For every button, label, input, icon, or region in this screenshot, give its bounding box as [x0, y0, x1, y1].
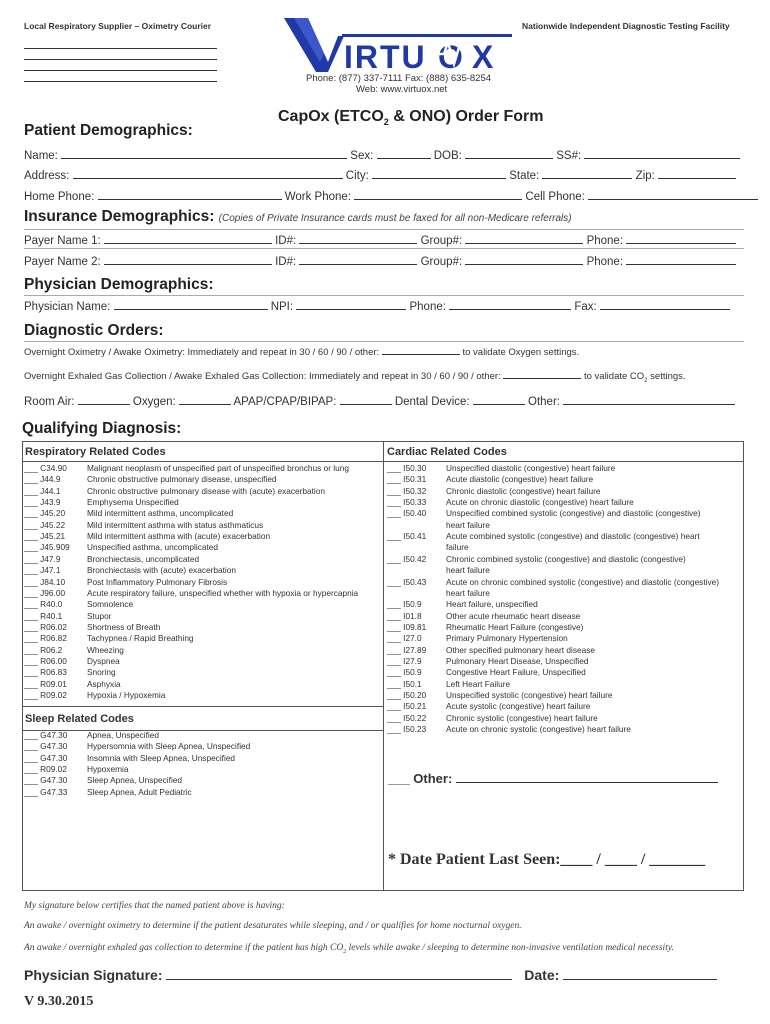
name-field[interactable]	[61, 148, 347, 159]
form-title: CapOx ($ETCO_2$ & ONO) Order Form	[278, 108, 544, 128]
code-row[interactable]	[24, 753, 235, 763]
code-number: ___ J45.22	[24, 519, 66, 530]
zip-field[interactable]	[658, 168, 736, 179]
code-row[interactable]	[387, 486, 601, 496]
code-row[interactable]	[387, 633, 568, 643]
code-description: Tachypnea / Rapid Breathing	[87, 633, 194, 644]
code-row[interactable]	[387, 690, 612, 700]
code-description: Sleep Apnea, Adult Pediatric	[87, 786, 192, 797]
dob-field[interactable]	[465, 148, 553, 159]
payer2-field[interactable]	[104, 254, 272, 265]
code-row[interactable]	[24, 463, 349, 473]
code-number: ___ R09.02	[24, 690, 67, 700]
patient-row-3: Home Phone: Work Phone: Cell Phone:	[24, 189, 758, 203]
code-description: Bronchiectasis with (acute) exacerbation	[87, 565, 236, 576]
resp-title-rule	[22, 461, 383, 462]
code-description: Acute on chronic systolic (congestive) heart failure	[446, 724, 631, 735]
cardiac-title: Cardiac Related Codes	[387, 446, 507, 458]
code-description: Bronchiectasis, uncomplicated	[87, 553, 200, 564]
code-row[interactable]	[24, 764, 129, 774]
code-number: ___ I50.22	[387, 712, 427, 723]
version-label: V 9.30.2015	[24, 994, 94, 1009]
sleep-divider	[22, 706, 383, 707]
code-number: ___ I50.31	[387, 474, 427, 485]
resp-title: Respiratory Related Codes	[25, 446, 166, 458]
code-description: Unspecified systolic (congestive) heart failure	[446, 690, 613, 700]
code-number: ___ I50.33	[387, 497, 427, 508]
svg-text:X: X	[472, 39, 494, 72]
gas-statement: An awake / overnight exhaled gas collection to determine if the patient has high $CO_2$ levels while awake / sleeping to determine non-invasive ventilation medical necessity.	[24, 943, 674, 955]
facility-caption: Nationwide Independent Diagnostic Testing Facility	[522, 21, 730, 31]
date-last-seen[interactable]: * Date Patient Last Seen:____ / ____ / _______	[388, 851, 706, 868]
physician-phone-field[interactable]	[449, 299, 571, 310]
code-row[interactable]	[24, 599, 133, 609]
code-row[interactable]	[387, 667, 586, 677]
payer1-field[interactable]	[104, 233, 272, 244]
payer1-group-field[interactable]	[465, 233, 583, 244]
code-description: Acute systolic (congestive) heart failure	[446, 701, 591, 712]
code-row[interactable]	[387, 474, 593, 484]
code-number: ___ R40.1	[24, 610, 63, 621]
code-row[interactable]	[24, 588, 358, 598]
code-number: ___ I27.89	[387, 644, 427, 655]
code-number: ___ R06.82	[24, 633, 67, 644]
code-description-continued: heart failure	[446, 587, 490, 598]
code-row[interactable]	[24, 474, 277, 484]
gas-other-field[interactable]	[503, 370, 581, 379]
order-oximetry: Overnight Oximetry / Awake Oximetry: Immediately and repeat in 30 / 60 / 90 / other: to validate Oxygen settings.	[24, 347, 580, 358]
oximetry-statement: An awake / overnight oximetry to determine if the patient desaturates while sleeping, and / or qualifies for home nocturnal oxygen.	[24, 921, 522, 931]
code-number: ___ R06.02	[24, 621, 67, 632]
code-number: ___ I50.21	[387, 701, 427, 712]
code-number: ___ I50.43	[387, 576, 427, 587]
code-number: ___ G47.30	[24, 741, 68, 752]
order-settings-row: Room Air: Oxygen: APAP/CPAP/BIPAP: Dental Device: Other:	[24, 394, 735, 408]
code-row[interactable]	[387, 622, 583, 632]
diagnosis-heading: Qualifying Diagnosis:	[22, 420, 182, 437]
code-number: ___ J96.00	[24, 587, 66, 598]
code-row[interactable]	[387, 724, 631, 734]
code-description: Apnea, Unspecified	[87, 730, 159, 740]
code-row[interactable]	[24, 645, 124, 655]
orders-divider	[24, 341, 744, 342]
code-row[interactable]	[387, 531, 700, 541]
code-description: Hypersomnia with Sleep Apnea, Unspecified	[87, 741, 251, 752]
code-row[interactable]	[24, 730, 159, 740]
code-number: ___ I50.20	[387, 690, 427, 700]
code-number: ___ G47.30	[24, 730, 68, 740]
oxygen-field[interactable]	[179, 394, 231, 405]
code-description: Hypoxia / Hypoxemia	[87, 690, 166, 700]
code-description: Sleep Apnea, Unspecified	[87, 775, 183, 786]
code-description: Rheumatic Heart Failure (congestive)	[446, 621, 584, 632]
code-description: Unspecified diastolic (congestive) heart failure	[446, 463, 616, 473]
insurance-heading: Insurance Demographics: (Copies of Private Insurance cards must be faxed for all non-Medicare referrals)	[24, 208, 572, 225]
svg-text:O: O	[438, 39, 463, 72]
code-row[interactable]	[24, 486, 325, 496]
code-number: ___ I50.41	[387, 531, 427, 542]
contact-phone: Phone: (877) 337-7111 Fax: (888) 635-8254	[306, 73, 492, 84]
code-row[interactable]	[387, 599, 538, 609]
order-other-field[interactable]	[563, 394, 735, 405]
code-row[interactable]	[24, 542, 218, 552]
code-row[interactable]	[24, 679, 121, 689]
code-description: Chronic systolic (congestive) heart failure	[446, 712, 598, 723]
code-row[interactable]	[24, 565, 236, 575]
orders-heading: Diagnostic Orders:	[24, 322, 164, 339]
code-row[interactable]	[24, 787, 192, 797]
payer-divider	[24, 248, 744, 249]
code-number: ___ I50.1	[387, 678, 422, 689]
patient-heading: Patient Demographics:	[24, 122, 193, 139]
patient-row-1: Name: Sex: DOB: SS#:	[24, 148, 740, 162]
code-number: ___ J44.1	[24, 485, 61, 496]
code-number: ___ J44.9	[24, 474, 61, 485]
code-description: Acute combined systolic (congestive) and diastolic (congestive) heart	[446, 531, 700, 542]
code-description: Mild intermittent asthma with (acute) exacerbation	[87, 531, 271, 542]
code-number: ___ R06.00	[24, 655, 67, 666]
svg-text:IRTU: IRTU	[344, 39, 427, 72]
city-field[interactable]	[372, 168, 506, 179]
sleep-title: Sleep Related Codes	[25, 713, 134, 725]
code-row[interactable]	[24, 775, 182, 785]
work-phone-field[interactable]	[354, 189, 522, 200]
code-description: Acute respiratory failure, unspecified whether with hypoxia or hypercapnia	[87, 587, 359, 598]
address-field[interactable]	[73, 168, 343, 179]
cell-phone-field[interactable]	[588, 189, 758, 200]
code-description: Unspecified asthma, uncomplicated	[87, 542, 218, 553]
code-description: Congestive Heart Failure, Unspecified	[446, 667, 586, 678]
code-description-continued: failure	[446, 542, 469, 553]
code-number: ___ R06.83	[24, 667, 67, 678]
dental-field[interactable]	[473, 394, 525, 405]
code-row[interactable]	[387, 463, 615, 473]
code-number: ___ I01.8	[387, 610, 422, 621]
code-description: Asphyxia	[87, 678, 121, 689]
code-description: Hypoxemia	[87, 764, 129, 775]
contact-web: Web: www.virtuox.net	[356, 84, 448, 95]
code-description: Somnolence	[87, 599, 134, 610]
code-description: Unspecified combined systolic (congestive) and diastolic (congestive)	[446, 508, 701, 519]
code-description: Mild intermittent asthma with status asthmaticus	[87, 519, 264, 530]
payer1-id-field[interactable]	[299, 233, 417, 244]
code-number: ___ I50.9	[387, 599, 422, 610]
code-description: Pulmonary Heart Disease, Unspecified	[446, 655, 589, 666]
code-number: ___ R09.01	[24, 678, 67, 689]
code-number: ___ J43.9	[24, 497, 61, 508]
code-row[interactable]	[24, 497, 179, 507]
code-row[interactable]	[24, 508, 233, 518]
code-number: ___ C34.90	[24, 463, 67, 473]
code-description: Shortness of Breath	[87, 621, 161, 632]
code-number: ___ I09.81	[387, 621, 427, 632]
code-description: Chronic obstructive pulmonary disease, unspecified	[87, 474, 277, 485]
state-field[interactable]	[542, 168, 632, 179]
payer1-phone-field[interactable]	[626, 233, 736, 244]
code-row[interactable]	[387, 611, 580, 621]
code-description: Heart failure, unspecified	[446, 599, 538, 610]
code-row[interactable]	[24, 577, 227, 587]
code-description: Snoring	[87, 667, 116, 678]
code-number: ___ I27.0	[387, 633, 422, 644]
code-row[interactable]	[24, 531, 270, 541]
payer2-group-field[interactable]	[465, 254, 583, 265]
cardiac-title-rule	[383, 461, 744, 462]
virtuox-logo	[284, 14, 524, 72]
code-description-continued: heart failure	[446, 519, 490, 530]
sex-field[interactable]	[377, 148, 431, 159]
code-row[interactable]	[24, 611, 111, 621]
insurance-note: (Copies of Private Insurance cards must be faxed for all non-Medicare referrals)	[218, 213, 572, 224]
code-number: ___ I50.9	[387, 667, 422, 678]
signature-row: Physician Signature: Date:	[24, 966, 717, 983]
code-row[interactable]	[24, 554, 199, 564]
code-description: Dyspnea	[87, 655, 120, 666]
physician-heading: Physician Demographics:	[24, 276, 214, 293]
other-diagnosis-field[interactable]	[456, 770, 718, 783]
code-row[interactable]	[387, 679, 510, 689]
insurance-divider	[24, 229, 744, 230]
address-lines	[24, 44, 217, 82]
code-description: Stupor	[87, 610, 112, 621]
ss-field[interactable]	[584, 148, 740, 159]
code-row[interactable]	[387, 554, 686, 564]
supplier-caption: Local Respiratory Supplier – Oximetry Courier	[24, 21, 212, 31]
code-description: Acute on chronic combined systolic (congestive) and diastolic (congestive)	[446, 576, 720, 587]
code-row[interactable]	[387, 645, 595, 655]
code-description: Post Inflammatory Pulmonary Fibrosis	[87, 576, 228, 587]
code-number: ___ R09.02	[24, 764, 67, 775]
npi-field[interactable]	[296, 299, 406, 310]
code-row[interactable]	[24, 520, 263, 530]
code-number: ___ R06.2	[24, 644, 63, 655]
code-row[interactable]	[24, 622, 160, 632]
oximetry-other-field[interactable]	[382, 346, 460, 355]
code-description: Acute on chronic diastolic (congestive) heart failure	[446, 497, 634, 508]
code-number: ___ G47.30	[24, 775, 68, 786]
code-row[interactable]	[387, 713, 598, 723]
code-row[interactable]	[24, 656, 120, 666]
other-diagnosis: ___ Other:	[388, 770, 718, 786]
code-description: Chronic combined systolic (congestive) and diastolic (congestive)	[446, 553, 686, 564]
code-number: ___ J45.909	[24, 542, 70, 553]
code-number: ___ I50.42	[387, 553, 427, 564]
code-number: ___ I50.30	[387, 463, 427, 473]
code-row[interactable]	[24, 741, 250, 751]
code-description: Primary Pulmonary Hypertension	[446, 633, 568, 644]
code-description: Chronic obstructive pulmonary disease with (acute) exacerbation	[87, 485, 325, 496]
payer-row-1: Payer Name 1: ID#: Group#: Phone:	[24, 233, 736, 247]
code-number: ___ I50.40	[387, 508, 427, 519]
code-description: Left Heart Failure	[446, 678, 511, 689]
apap-field[interactable]	[340, 394, 392, 405]
code-number: ___ J84.10	[24, 576, 66, 587]
payer2-phone-field[interactable]	[626, 254, 736, 265]
physician-row: Physician Name: NPI: Phone: Fax:	[24, 299, 730, 313]
physician-divider	[24, 295, 744, 296]
code-description: Other specified pulmonary heart disease	[446, 644, 595, 655]
physician-fax-field[interactable]	[600, 299, 730, 310]
code-number: ___ G47.30	[24, 752, 68, 763]
signature-date-field[interactable]	[563, 966, 717, 980]
signature-field[interactable]	[166, 966, 512, 980]
code-row[interactable]	[387, 497, 634, 507]
code-description: Other acute rheumatic heart disease	[446, 610, 581, 621]
code-number: ___ J45.21	[24, 531, 66, 542]
code-number: ___ I50.32	[387, 485, 427, 496]
certification-text: My signature below certifies that the named patient above is having:	[24, 901, 285, 911]
code-row[interactable]	[387, 508, 701, 518]
code-description: Wheezing	[87, 644, 124, 655]
physician-name-field[interactable]	[114, 299, 268, 310]
code-number: ___ J47.9	[24, 553, 61, 564]
code-row[interactable]	[24, 667, 116, 677]
code-description: Mild intermittent asthma, uncomplicated	[87, 508, 234, 519]
code-description: Malignant neoplasm of unspecified part of unspecified bronchus or lung	[87, 463, 349, 473]
patient-row-2: Address: City: State: Zip:	[24, 168, 736, 182]
room-air-field[interactable]	[78, 394, 130, 405]
code-row[interactable]	[387, 701, 590, 711]
code-row[interactable]	[24, 633, 194, 643]
code-description: Chronic diastolic (congestive) heart failure	[446, 485, 601, 496]
code-description: Emphysema Unspecified	[87, 497, 179, 508]
home-phone-field[interactable]	[98, 189, 282, 200]
code-number: ___ R40.0	[24, 599, 63, 610]
code-number: ___ J47.1	[24, 565, 61, 576]
code-number: ___ I27.9	[387, 655, 422, 666]
payer2-id-field[interactable]	[299, 254, 417, 265]
code-description: Insomnia with Sleep Apnea, Unspecified	[87, 752, 236, 763]
code-description-continued: heart failure	[446, 565, 490, 576]
code-number: ___ I50.23	[387, 724, 427, 735]
code-row[interactable]	[387, 656, 589, 666]
code-description: Acute diastolic (congestive) heart failure	[446, 474, 594, 485]
code-row[interactable]	[24, 690, 165, 700]
payer-row-2: Payer Name 2: ID#: Group#: Phone:	[24, 254, 736, 268]
code-number: ___ J45.20	[24, 508, 66, 519]
diagnosis-column-divider	[383, 441, 384, 891]
code-number: ___ G47.33	[24, 786, 68, 797]
order-gas: Overnight Exhaled Gas Collection / Awake Exhaled Gas Collection: Immediately and repeat in 30 / 60 / 90 / other: to validate $CO_2$ settings.	[24, 371, 686, 384]
code-row[interactable]	[387, 577, 719, 587]
